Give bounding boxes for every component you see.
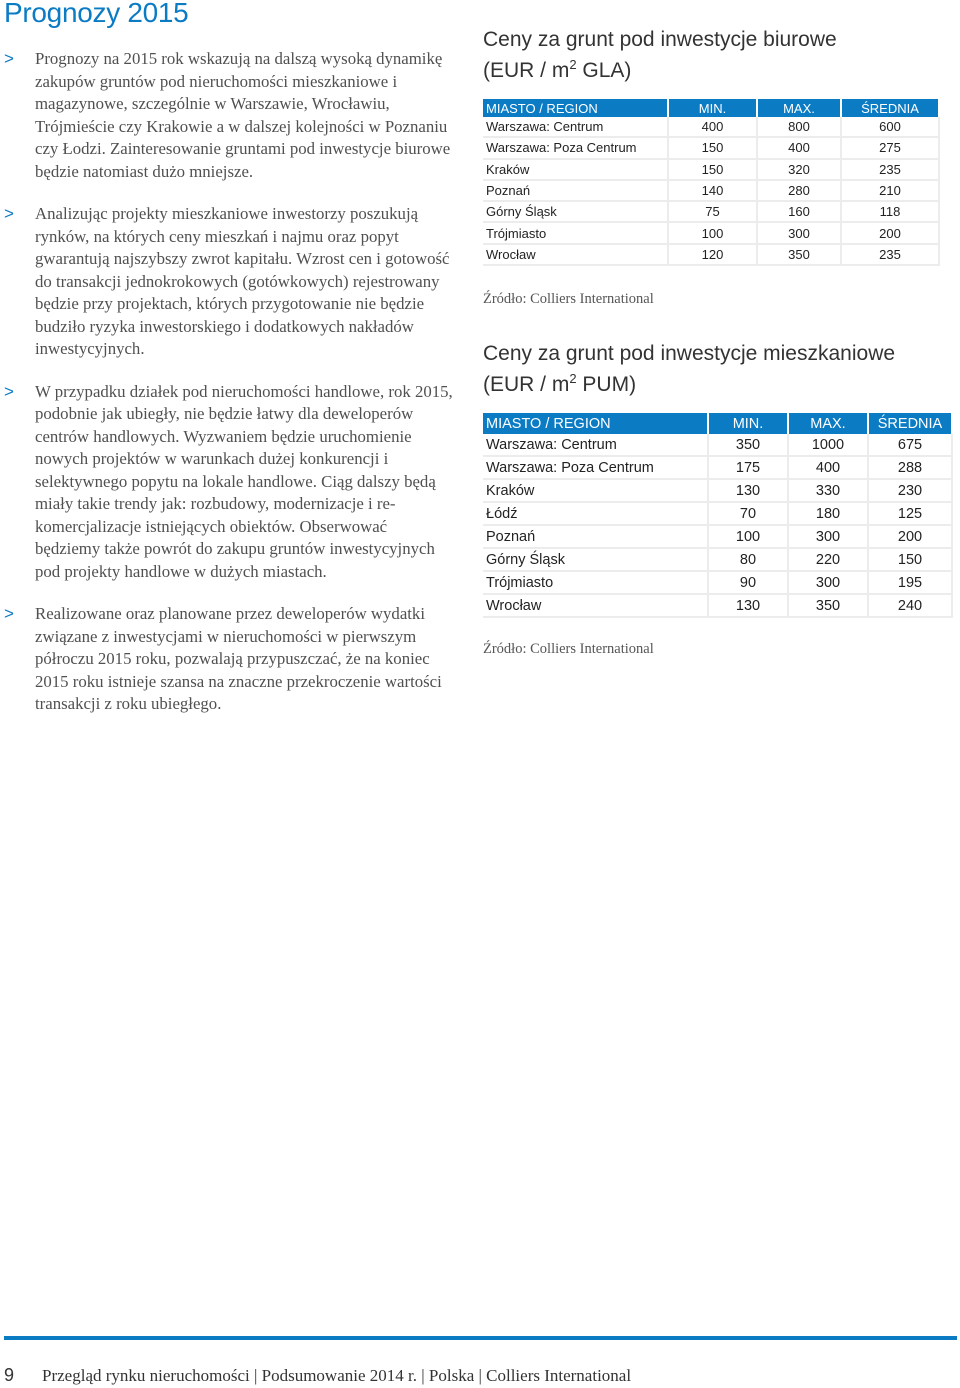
cell-max: 280: [758, 181, 842, 202]
header-average: ŚREDNIA: [842, 99, 940, 117]
cell-max: 800: [758, 117, 842, 138]
cell-min: 130: [709, 595, 789, 618]
cell-city: Warszawa: Poza Centrum: [483, 457, 709, 480]
table-row: [483, 202, 940, 223]
cell-city: Górny Śląsk: [483, 202, 669, 223]
cell-max: 300: [758, 223, 842, 244]
cell-min: 400: [669, 117, 758, 138]
header-city: MIASTO / REGION: [483, 413, 709, 434]
cell-min: 80: [709, 549, 789, 572]
cell-city: Łódź: [483, 503, 709, 526]
office-title-line1: Ceny za grunt pod inwestycje biurowe: [483, 28, 837, 51]
cell-min: 130: [709, 480, 789, 503]
cell-max: 1000: [789, 434, 869, 457]
table-row: [483, 245, 940, 266]
cell-min: 150: [669, 138, 758, 159]
table-row: [483, 181, 940, 202]
table-row: [483, 160, 940, 181]
cell-city: Kraków: [483, 160, 669, 181]
paragraph-text: W przypadku działek pod nieruchomości handlowe, rok 2015, podobnie jak ubiegły, nie będzie łatwy dla deweloperów centrów handlowych. Wyzwaniem będzie uruchomienie nowych projektów w warunkach dużej konkurencji i selektywnego popytu na lokale handlowe. Ciąg dalszy będą miały takie trendy jak: rozbudowy, modernizacje i re-komercjalizacje istniejących obiektów. Obserwować będziemy także powrót do zakupu gruntów inwestycyjnych pod projekty handlowe w dużych miastach.: [35, 381, 453, 581]
table-row: [483, 595, 953, 618]
table-row: [483, 434, 953, 457]
table-row: [483, 138, 940, 159]
residential-title-unit: (EUR / m: [483, 372, 570, 396]
residential-land-price-table: [483, 413, 953, 618]
table-row: [483, 223, 940, 244]
cell-max: 220: [789, 549, 869, 572]
cell-city: Wrocław: [483, 595, 709, 618]
residential-table-source: Źródło: Colliers International: [483, 641, 654, 657]
cell-average: 288: [869, 457, 953, 480]
bullet-arrow-icon: >: [4, 381, 14, 401]
cell-average: 200: [869, 526, 953, 549]
office-table-source: Źródło: Colliers International: [483, 291, 654, 307]
cell-city: Warszawa: Centrum: [483, 117, 669, 138]
residential-table-title: [483, 342, 895, 397]
table-row: [483, 117, 940, 138]
cell-average: 125: [869, 503, 953, 526]
residential-title-line1: Ceny za grunt pod inwestycje mieszkaniowe: [483, 342, 896, 365]
cell-max: 300: [789, 526, 869, 549]
paragraph-text: Realizowane oraz planowane przez deweloperów wydatki związane z inwestycjami w nieruchomości w pierwszym półroczu 2015 roku, pozwalają przypuszczać, że na koniec 2015 roku istnieje szansa na znaczne przekroczenie wartości transakcji z roku ubiegłego.: [35, 604, 442, 713]
cell-city: Kraków: [483, 480, 709, 503]
table-row: [483, 480, 953, 503]
table-row: [483, 503, 953, 526]
page-footer: [4, 1365, 631, 1386]
header-city: MIASTO / REGION: [483, 99, 669, 117]
cell-city: Poznań: [483, 181, 669, 202]
header-min: MIN.: [709, 413, 789, 434]
cell-min: 100: [709, 526, 789, 549]
cell-max: 350: [758, 245, 842, 266]
forecast-paragraph-2: [4, 203, 454, 361]
page-number: 9: [4, 1365, 15, 1385]
residential-title-sup: 2: [569, 370, 577, 386]
office-title-sup: 2: [569, 56, 577, 72]
cell-average: 195: [869, 572, 953, 595]
header-max: MAX.: [789, 413, 869, 434]
cell-max: 400: [789, 457, 869, 480]
cell-min: 100: [669, 223, 758, 244]
table-header-row: [483, 413, 953, 434]
bullet-arrow-icon: >: [4, 604, 14, 623]
cell-average: 275: [842, 138, 940, 159]
office-title-unit: (EUR / m: [483, 58, 570, 82]
forecast-paragraph-4: [4, 603, 454, 716]
table-row: [483, 572, 953, 595]
cell-city: Poznań: [483, 526, 709, 549]
forecast-paragraph-3: [4, 381, 454, 584]
cell-average: 118: [842, 202, 940, 223]
bullet-arrow-icon: >: [4, 204, 14, 223]
cell-average: 235: [842, 245, 940, 266]
cell-city: Warszawa: Centrum: [483, 434, 709, 457]
office-table-title: [483, 28, 837, 83]
cell-min: 350: [709, 434, 789, 457]
cell-min: 120: [669, 245, 758, 266]
cell-max: 330: [789, 480, 869, 503]
cell-max: 350: [789, 595, 869, 618]
footer-text: Przegląd rynku nieruchomości | Podsumowanie 2014 r. | Polska | Colliers International: [42, 1366, 632, 1385]
cell-average: 200: [842, 223, 940, 244]
cell-max: 180: [789, 503, 869, 526]
cell-min: 140: [669, 181, 758, 202]
table-row: [483, 526, 953, 549]
cell-min: 175: [709, 457, 789, 480]
footer-divider: [4, 1336, 957, 1340]
cell-min: 75: [669, 202, 758, 223]
paragraph-text: Analizując projekty mieszkaniowe inwestorzy poszukują rynków, na których ceny mieszkań i najmu oraz popyt gwarantują najszybszy zwrot kapitału. Wzrost cen i gotowość do transakcji jednokrokowych (gotówkowych) rejestrowany będzie przy projektach, których przygotowanie nie będzie budziło ryzyka inwestorskiego i dodatkowych nakładów inwestycyjnych.: [35, 204, 450, 358]
bullet-arrow-icon: >: [4, 49, 14, 68]
office-land-price-table: [483, 99, 940, 266]
table-row: [483, 549, 953, 572]
table-row: [483, 457, 953, 480]
cell-max: 300: [789, 572, 869, 595]
cell-min: 70: [709, 503, 789, 526]
cell-max: 320: [758, 160, 842, 181]
forecast-paragraph-1: [4, 48, 454, 183]
cell-average: 675: [869, 434, 953, 457]
cell-city: Wrocław: [483, 245, 669, 266]
cell-average: 230: [869, 480, 953, 503]
header-average: ŚREDNIA: [869, 413, 953, 434]
cell-average: 210: [842, 181, 940, 202]
header-min: MIN.: [669, 99, 758, 117]
forecast-text-column: [4, 48, 454, 736]
cell-average: 150: [869, 549, 953, 572]
table-header-row: [483, 99, 940, 117]
paragraph-text: Prognozy na 2015 rok wskazują na dalszą wysoką dynamikę zakupów gruntów pod nieruchomości mieszkaniowe i magazynowe, szczególnie w Warszawie, Wrocławiu, Trójmieście czy Krakowie a w dalszej kolejności w Poznaniu czy Łodzi. Zainteresowanie gruntami pod inwestycje biurowe będzie natomiast dużo mniejsze.: [35, 49, 451, 181]
office-title-suffix: GLA): [576, 58, 632, 82]
cell-city: Trójmiasto: [483, 223, 669, 244]
header-max: MAX.: [758, 99, 842, 117]
cell-average: 240: [869, 595, 953, 618]
cell-average: 235: [842, 160, 940, 181]
residential-title-suffix: PUM): [576, 372, 637, 396]
page-title: Prognozy 2015: [4, 0, 189, 28]
cell-average: 600: [842, 117, 940, 138]
cell-city: Trójmiasto: [483, 572, 709, 595]
cell-city: Górny Śląsk: [483, 549, 709, 572]
cell-max: 160: [758, 202, 842, 223]
cell-min: 90: [709, 572, 789, 595]
cell-max: 400: [758, 138, 842, 159]
cell-min: 150: [669, 160, 758, 181]
cell-city: Warszawa: Poza Centrum: [483, 138, 669, 159]
